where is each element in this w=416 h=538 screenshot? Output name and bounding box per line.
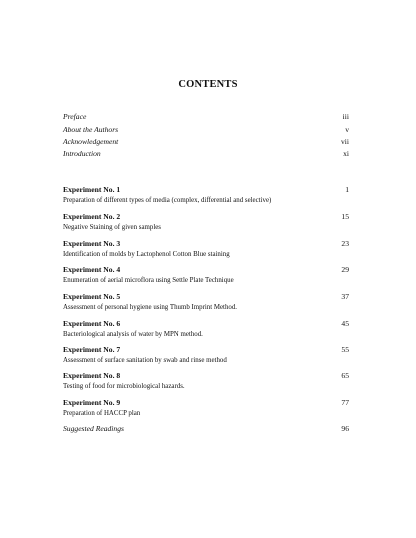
toc-entry-label: Introduction — [63, 149, 101, 158]
experiment-title: Experiment No. 9 — [63, 398, 121, 407]
experiment-description: Assessment of surface sanitation by swab and rinse method — [63, 357, 227, 364]
toc-entry-experiment-4 — [63, 265, 349, 287]
experiment-description: Testing of food for microbiological hazards. — [63, 383, 185, 390]
experiment-title: Experiment No. 3 — [63, 239, 121, 248]
toc-entry-page: 96 — [341, 424, 349, 433]
toc-entry-acknowledgement — [63, 136, 349, 148]
experiment-description: Negative Staining of given samples — [63, 224, 161, 231]
experiment-description: Bacteriological analysis of water by MPN method. — [63, 331, 203, 338]
experiment-description: Preparation of HACCP plan — [63, 410, 141, 417]
toc-entry-experiment-3 — [63, 239, 349, 261]
toc-entry-introduction — [63, 148, 349, 160]
toc-entry-preface — [63, 111, 349, 123]
experiment-page: 1 — [345, 185, 349, 194]
experiment-title: Experiment No. 5 — [63, 292, 121, 301]
toc-entry-experiment-7 — [63, 345, 349, 367]
experiment-title: Experiment No. 4 — [63, 265, 121, 274]
toc-entry-label: About the Authors — [63, 125, 119, 134]
experiment-description: Assessment of personal hygiene using Thumb Imprint Method. — [63, 304, 238, 311]
toc-entry-experiment-6 — [63, 319, 349, 341]
experiment-page: 55 — [341, 345, 349, 354]
toc-entry-experiment-1 — [63, 185, 349, 207]
experiment-description: Enumeration of aerial microflora using Settle Plate Technique — [63, 277, 234, 284]
experiment-page: 15 — [341, 212, 349, 221]
experiment-title: Experiment No. 7 — [63, 345, 121, 354]
experiment-title: Experiment No. 6 — [63, 319, 121, 328]
toc-entry-label: Suggested Readings — [63, 424, 124, 433]
toc-entry-about-authors — [63, 124, 349, 136]
toc-entry-page: xi — [343, 149, 349, 158]
toc-entry-experiment-9 — [63, 398, 349, 420]
toc-entry-suggested-readings — [63, 423, 349, 435]
toc-entry-label: Acknowledgement — [63, 137, 119, 146]
experiment-page: 65 — [341, 371, 349, 380]
toc-entry-experiment-2 — [63, 212, 349, 234]
experiment-description: Identification of molds by Lactophenol Cotton Blue staining — [63, 251, 230, 258]
toc-entry-label: Preface — [63, 112, 87, 121]
experiment-page: 29 — [341, 265, 349, 274]
toc-entry-experiment-5 — [63, 292, 349, 314]
page-title: CONTENTS — [178, 79, 238, 90]
experiment-page: 77 — [341, 398, 349, 407]
experiment-description: Preparation of different types of media (complex, differential and selective) — [63, 197, 272, 204]
toc-entry-page: iii — [342, 112, 349, 121]
experiment-title: Experiment No. 1 — [63, 185, 121, 194]
toc-entry-page: v — [345, 125, 349, 134]
experiment-page: 45 — [341, 319, 349, 328]
experiment-title: Experiment No. 8 — [63, 371, 121, 380]
toc-entry-experiment-8 — [63, 371, 349, 393]
experiment-title: Experiment No. 2 — [63, 212, 121, 221]
experiment-page: 37 — [341, 292, 349, 301]
experiment-page: 23 — [341, 239, 349, 248]
toc-entry-page: vii — [340, 137, 349, 146]
